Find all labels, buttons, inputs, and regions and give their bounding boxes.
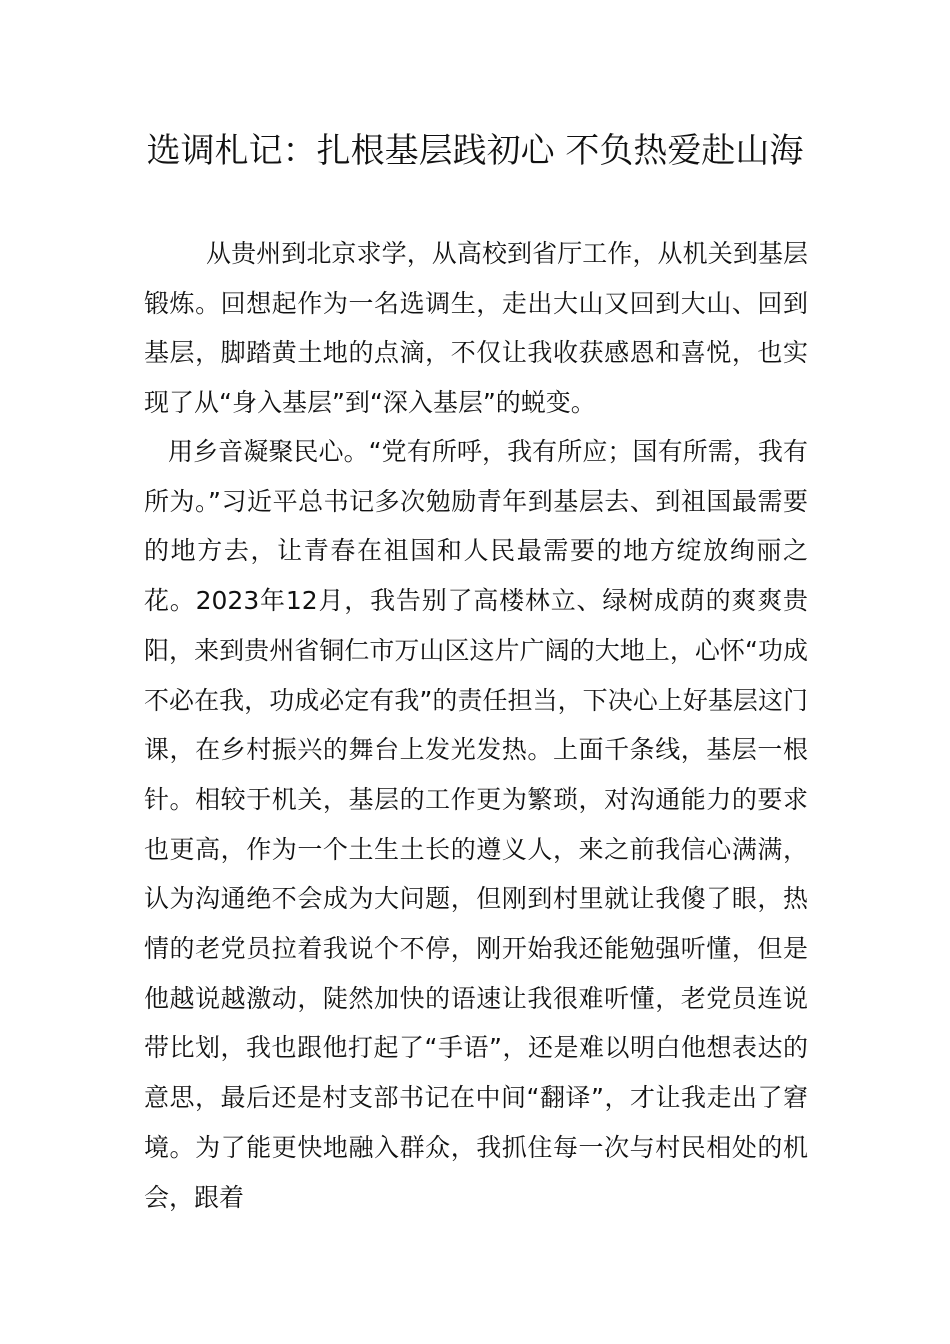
paragraph-dialect: 用乡音凝聚民心。“党有所呼，我有所应；国有所需，我有所为。”习近平总书记多次勉励青年到基层去、到祖国最需要的地方去，让青春在祖国和人民最需要的地方绽放绚丽之花。2023年12月，我告别了高楼林立、绿树成荫的爽爽贵阳，来到贵州省铜仁市万山区这片广阔的大地上，心怀“功成不必在我，功成必定有我”的责任担当，下决心上好基层这门课，在乡村振兴的舞台上发光发热。上面千条线，基层一根针。相较于机关，基层的工作更为繁琐，对沟通能力的要求也更高，作为一个土生土长的遵义人，来之前我信心满满，认为沟通绝不会成为大问题，但刚到村里就让我傻了眼，热情的老党员拉着我说个不停，刚开始我还能勉强听懂，但是他越说越激动，陡然加快的语速让我很难听懂，老党员连说带比划，我也跟他打起了“手语”，还是难以明白他想表达的意思，最后还是村支部书记在中间“翻译”，才让我走出了窘境。为了能更快地融入群众，我抓住每一次与村民相处的机会，跟着	[144, 437, 808, 1212]
document-title: 选调札记：扎根基层践初心 不负热爱赴山海	[146, 131, 804, 171]
paragraph-intro: 从贵州到北京求学，从高校到省厅工作，从机关到基层锻炼。回想起作为一名选调生，走出大山又回到大山、回到基层，脚踏黄土地的点滴，不仅让我收获感恩和喜悦，也实现了从“身入基层”到“深入基层”的蜕变。	[144, 239, 808, 418]
